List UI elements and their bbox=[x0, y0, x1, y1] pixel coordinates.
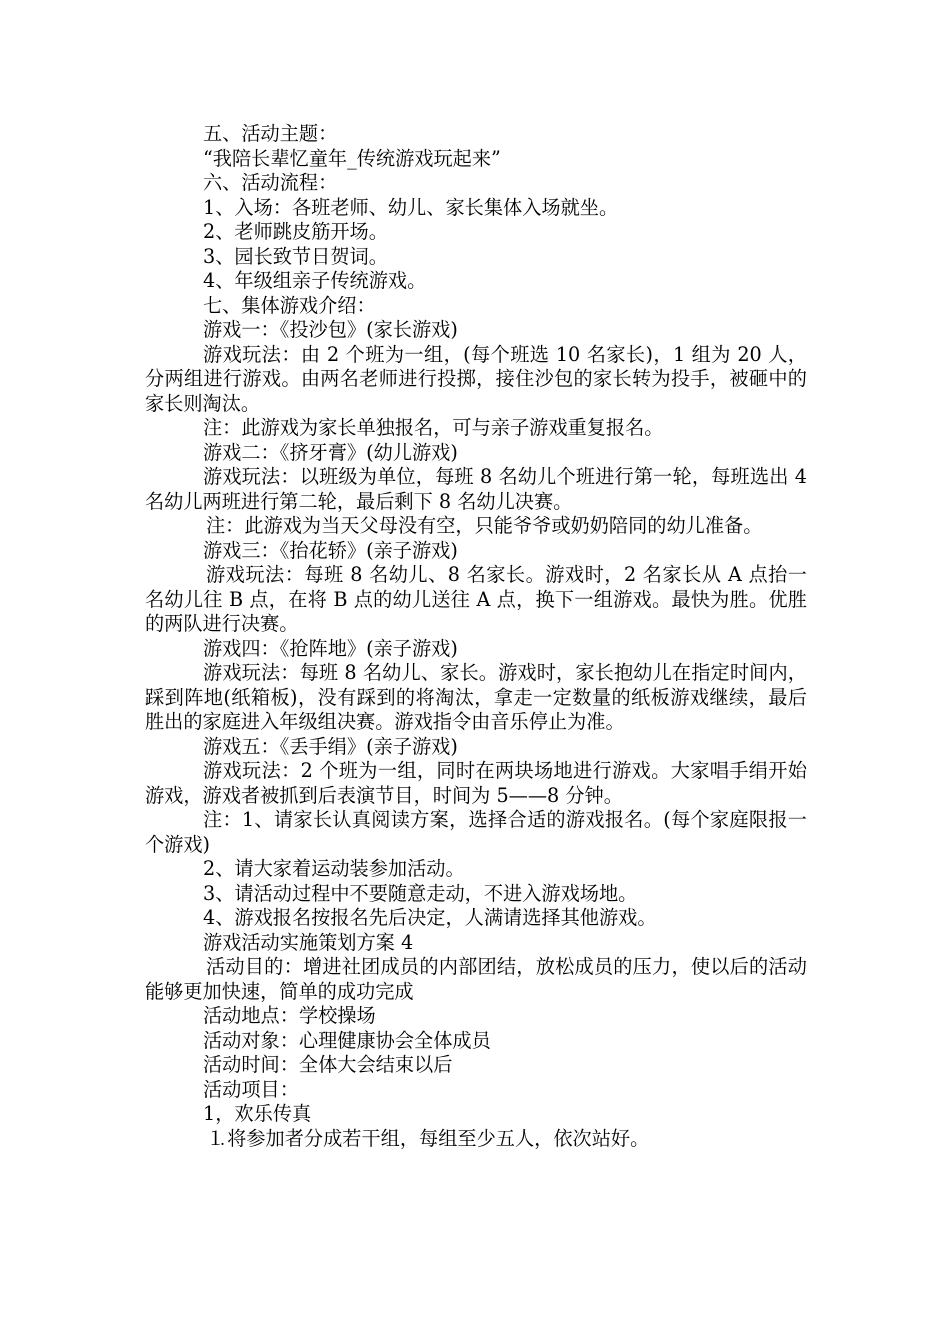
flow-step-4: 4、年级组亲子传统游戏。 bbox=[203, 269, 427, 292]
section-heading-flow: 六、活动流程： bbox=[203, 171, 338, 194]
activity-items: 活动项目： bbox=[203, 1077, 299, 1101]
game-4-title: 游戏四：《抢阵地》(亲子游戏) bbox=[203, 636, 458, 660]
game-5-title: 游戏五：《丢手绢》(亲子游戏) bbox=[203, 734, 458, 758]
game-3-rules: 游戏玩法：每班 8 名幼儿、8 名家长。游戏时，2 名家长从 A 点抬一名幼儿往 B 点，在将 B 点的幼儿送往 A 点，换下一组游戏。最快为胜。优胜的两队进行决赛。 bbox=[145, 563, 807, 635]
game-3-title: 游戏三：《抬花轿》(亲子游戏) bbox=[203, 538, 458, 562]
plan-4-title: 游戏活动实施策划方案 4 bbox=[203, 930, 414, 954]
activity-place: 活动地点：学校操场 bbox=[203, 1004, 376, 1027]
game-1-rules: 游戏玩法：由 2 个班为一组，(每个班选 10 名家长)，1 组为 20 人，分两组进行游戏。由两名老师进行投掷，接住沙包的家长转为投手，被砸中的家长则淘汰。 bbox=[145, 342, 807, 415]
section-heading-games: 七、集体游戏介绍： bbox=[203, 293, 376, 317]
section-heading-theme: 五、活动主题： bbox=[203, 122, 338, 145]
note-2: 2、请大家着运动装参加活动。 bbox=[203, 857, 465, 880]
game-1-title: 游戏一：《投沙包》(家长游戏) bbox=[203, 318, 458, 341]
theme-text: “我陪长辈忆童年_传统游戏玩起来” bbox=[203, 146, 501, 170]
activity-purpose: 活动目的：增进社团成员的内部团结，放松成员的压力，使以后的活动能够更加快速，简单的成功完成 bbox=[145, 955, 807, 1003]
activity-step-1: ⒈将参加者分成若干组，每组至少五人，依次站好。 bbox=[208, 1126, 650, 1150]
note-1: 注：1、请家长认真阅读方案，选择合适的游戏报名。(每个家庭限报一个游戏) bbox=[145, 808, 807, 856]
note-4: 4、游戏报名按报名先后决定，人满请选择其他游戏。 bbox=[203, 906, 657, 929]
activity-item-1: 1，欢乐传真 bbox=[203, 1102, 312, 1125]
activity-time: 活动时间：全体大会结束以后 bbox=[203, 1053, 453, 1076]
game-2-title: 游戏二：《挤牙膏》(幼儿游戏) bbox=[203, 440, 458, 464]
game-2-rules: 游戏玩法：以班级为单位，每班 8 名幼儿个班进行第一轮，每班选出 4 名幼儿两班进行第二轮，最后剩下 8 名幼儿决赛。 bbox=[145, 465, 807, 513]
note-3: 3、请活动过程中不要随意走动，不进入游戏场地。 bbox=[203, 881, 638, 905]
flow-step-3: 3、园长致节日贺词。 bbox=[203, 244, 388, 268]
game-5-rules: 游戏玩法：2 个班为一组，同时在两块场地进行游戏。大家唱手绢开始游戏，游戏者被抓到后表演节目，时间为 5——8 分钟。 bbox=[145, 759, 807, 807]
activity-target: 活动对象：心理健康协会全体成员 bbox=[203, 1028, 491, 1052]
document-body bbox=[145, 122, 807, 1151]
flow-step-1: 1、入场：各班老师、幼儿、家长集体入场就坐。 bbox=[203, 195, 619, 219]
game-4-rules: 游戏玩法：每班 8 名幼儿、家长。游戏时，家长抱幼儿在指定时间内，踩到阵地(纸箱板)，没有踩到的将淘汰，拿走一定数量的纸板游戏继续，最后胜出的家庭进入年级组决赛。游戏指令由音乐停止为准。 bbox=[145, 661, 807, 733]
game-2-note: 注：此游戏为当天父母没有空，只能爷爷或奶奶陪同的幼儿准备。 bbox=[206, 514, 763, 537]
game-1-note: 注：此游戏为家长单独报名，可与亲子游戏重复报名。 bbox=[203, 416, 664, 439]
flow-step-2: 2、老师跳皮筋开场。 bbox=[203, 220, 388, 243]
